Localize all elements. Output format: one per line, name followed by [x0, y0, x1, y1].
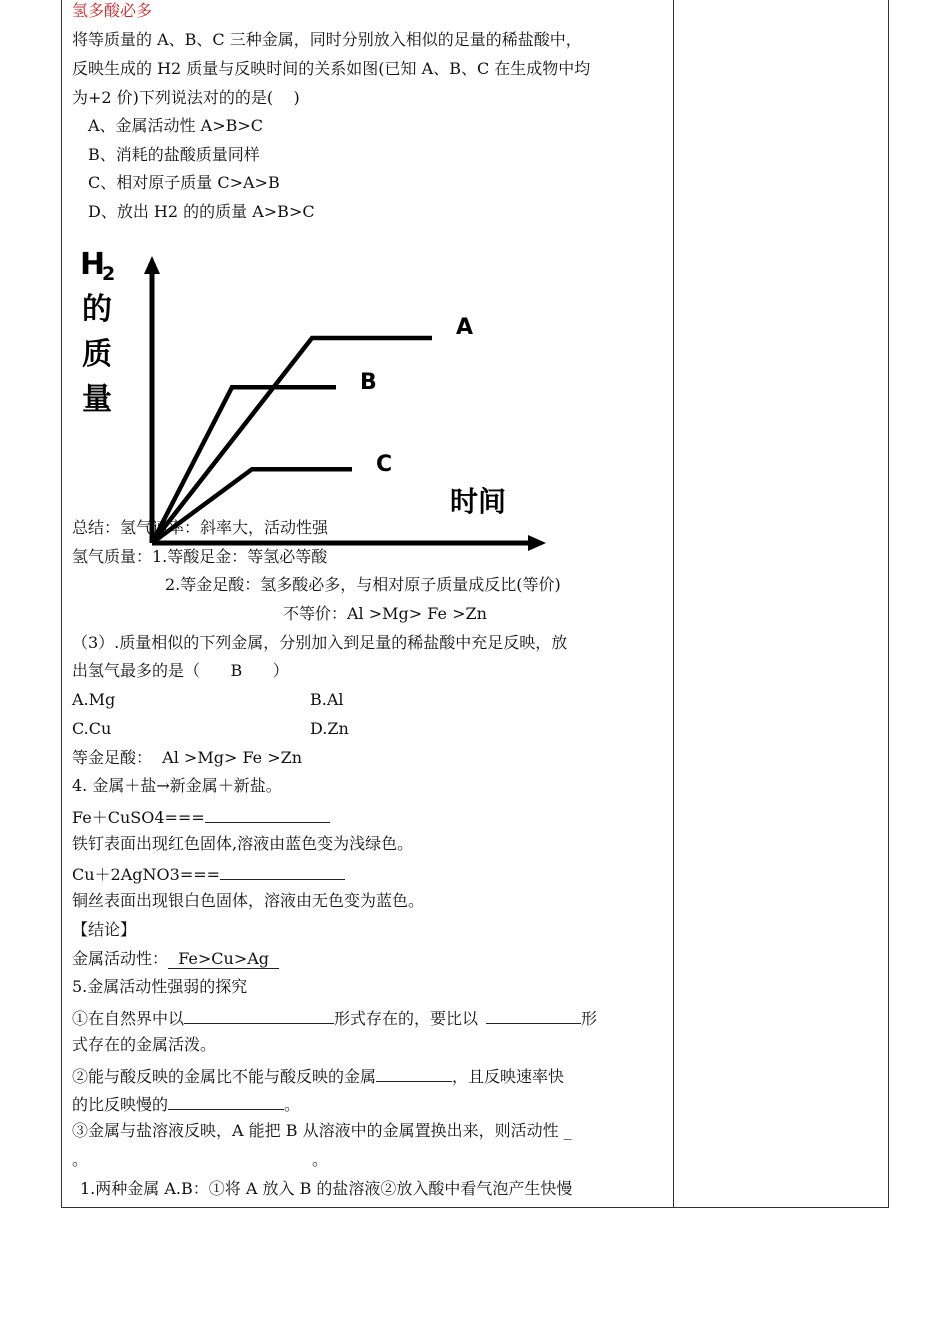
series-label-c: C [376, 452, 393, 478]
q3-note: 等金足酸： Al >Mg> Fe >Zn [72, 748, 303, 767]
x-axis-label: 时间 [450, 485, 507, 518]
equation-1-blank [205, 805, 330, 823]
section4-title: 4. 金属＋盐→新金属＋新盐。 [72, 776, 282, 795]
activity-label: 金属活动性： [72, 949, 169, 968]
column-divider [673, 0, 674, 1208]
item-2-line-1 [72, 1064, 564, 1087]
y-axis-label-de: 的 [82, 292, 112, 327]
item-2-d: 。 [284, 1095, 301, 1114]
equation-2-blank [220, 862, 345, 880]
option-d: D、放出 H2 的的质量 A>B>C [88, 202, 315, 221]
q3-option-a: A.Mg [72, 690, 116, 709]
item-1-line-2: 式存在的金属活泼。 [72, 1035, 217, 1054]
question-line-2: 反映生成的 H2 质量与反映时间的关系如图(已知 A、B、C 在生成物中均 [72, 59, 591, 78]
heading: 氢多酸必多 [72, 1, 153, 20]
item-3-line-1: ③金属与盐溶液反映，A 能把 B 从溶液中的金属置换出来，则活动性 _ [72, 1121, 572, 1140]
y-axis-label-sub: 2 [102, 263, 116, 285]
item-1-c: 形 [581, 1009, 598, 1028]
h2-mass-chart [72, 240, 632, 565]
activity-value: Fe>Cu>Ag [168, 949, 280, 968]
y-axis-label-liang: 量 [82, 382, 112, 417]
equation-2 [72, 862, 345, 885]
equation-1 [72, 805, 330, 828]
equation-2-text: Cu＋2AgNO3=== [72, 865, 221, 884]
summary-line-1: 总结：氢气速率：斜率大，活动性强 [72, 518, 329, 537]
conclusion-label: 【结论】 [72, 920, 137, 939]
summary-line-4: 不等价：Al >Mg> Fe >Zn [283, 604, 487, 623]
item-2-blank-2 [168, 1092, 284, 1110]
item-2-b: ，且反映速率快 [452, 1067, 565, 1086]
x-axis-arrow [528, 535, 546, 551]
summary-line-2: 氢气质量：1.等酸足金：等氢必等酸 [72, 547, 328, 566]
q3-option-b: B.Al [310, 690, 344, 709]
option-c: C、相对原子质量 C>A>B [88, 173, 280, 192]
y-axis-label-h: H [80, 247, 106, 282]
series-label-a: A [456, 315, 474, 340]
q3-line-2: 出氢气最多的是（ B ） [72, 661, 289, 680]
item-3-line-2a: 。 [72, 1150, 89, 1169]
item-2-line-2 [72, 1092, 300, 1115]
q3-option-c: C.Cu [72, 719, 112, 738]
y-axis-arrow [144, 256, 160, 274]
item-2-a: ②能与酸反映的金属比不能与酸反映的金属 [72, 1067, 377, 1086]
item-2-blank-1 [376, 1064, 452, 1082]
item-3-line-2b: 。 [312, 1150, 329, 1169]
question-line-3: 为+2 价)下列说法对的的是( ) [72, 88, 300, 107]
item-2-c: 的比反映慢的 [72, 1095, 169, 1114]
question-line-1: 将等质量的 A、B、C 三种金属，同时分别放入相似的足量的稀盐酸中， [72, 30, 582, 49]
item-1-a: ①在自然界中以 [72, 1009, 185, 1028]
q3-option-d: D.Zn [310, 719, 349, 738]
item-1-blank-1 [184, 1006, 334, 1024]
summary-line-3: 2.等金足酸：氢多酸必多，与相对原子质量成反比(等价) [165, 575, 561, 594]
observation-1: 铁钉表面出现红色固体,溶液由蓝色变为浅绿色。 [72, 834, 414, 853]
option-a: A、金属活动性 A>B>C [88, 116, 264, 135]
item-1-b: 形式存在的，要比以 [334, 1009, 479, 1028]
option-b: B、消耗的盐酸质量同样 [88, 145, 260, 164]
y-axis-label-zhi: 质 [82, 337, 112, 372]
item-1-line-1 [72, 1006, 597, 1029]
observation-2: 铜丝表面出现银白色固体，溶液由无色变为蓝色。 [72, 891, 425, 910]
equation-1-text: Fe＋CuSO4=== [72, 808, 205, 827]
section5-title: 5.金属活动性强弱的探究 [72, 977, 248, 996]
series-label-b: B [360, 370, 377, 396]
activity-line [72, 949, 279, 969]
series-line-b [152, 387, 336, 543]
last-line: 1.两种金属 A.B：①将 A 放入 B 的盐溶液②放入酸中看气泡产生快慢 [80, 1179, 573, 1198]
item-1-blank-2 [486, 1006, 581, 1024]
q3-line-1: （3）.质量相似的下列金属，分别加入到足量的稀盐酸中充足反映，放 [72, 633, 568, 652]
